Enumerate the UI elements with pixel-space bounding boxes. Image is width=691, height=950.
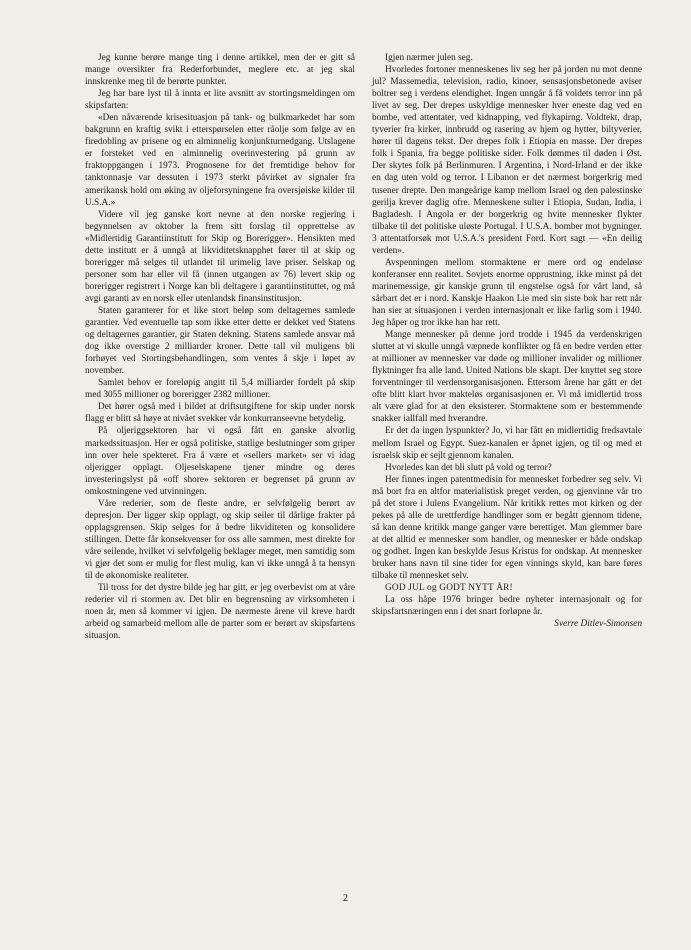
paragraph: Det hører også med i bildet at driftsutgiftene for skip under norsk flagg er blitt så høye at nivået svekker vår konkurranseevne betydelig. xyxy=(85,402,355,425)
paragraph: Samlet behov er foreløpig angitt til 5,4 milliarder fordelt på skip med 3055 millioner og borerigger 2382 millioner. xyxy=(85,378,355,401)
quoted-paragraph: «Den nåværende krisesituasjon på tank- og bulkmarkedet har som bakgrunn en kraftig svikt i etterspørselen etter råolje som følge av en firedobling av prisene og en alminnelig konjunkturnedgang. Utslagene er forsteket ved en alminnelig overinvestering på grunn av fraktoppgangen i 1973. Prognosene for det fremtidige behov for tanktonnasje var dessuten i 1973 sterkt påvirket av signaler fra amerikansk hold om øking av oljeforsyningene fra oversjøiske kilder til U.S.A.» xyxy=(85,113,355,208)
paragraph: Videre vil jeg ganske kort nevne at den norske regjering i begynnelsen av oktober la frem sitt forslag til opprettelse av «Midlertidig Garantiinstitutt for Skip og Borerigger». Hensikten med dette institutt er å unngå at likviditetsknapphet fører til at skip og borerigger må selges til utlandet til urimelig lave priser. Selskap og personer som har eller vil få (innen utgangen av 76) levert skip og borerigger registrert i Norge kan bli deltagere i garantiinstituttet, og må avgi garanti av en norsk eller utenlandsk finansinstitusjon. xyxy=(85,209,355,304)
paragraph: Avspenningen mellom stormaktene er mere ord og endeløse konferanser enn realitet. Sovjets enorme opprustning, ikke minst på det marinemessige, gir kanskje grunn til engstelse også for vårt land, så sårbart det er i nord. Kanskje Haakon Lie med sin siste bok har rett når han sier at situasjonen i verden internasjonalt er like farlig som i 1940. Jeg håper og tror ikke han har rett. xyxy=(372,257,642,329)
paragraph: Jeg har bare lyst til å innta et lite avsnitt av stortingsmeldingen om skipsfarten: xyxy=(85,89,355,112)
paragraph: Er det da ingen lyspunkter? Jo, vi har fått en midlertidig fredsavtale mellom Israel og Egypt. Suez-kanalen er åpnet igjen, og til og med et israelsk skip er sejlt gjennom kanalen. xyxy=(372,426,642,461)
greeting: GOD JUL og GODT NYTT ÅR! xyxy=(385,583,513,594)
paragraph: Våre rederier, som de fleste andre, er selvfølgelig berørt av depresjon. Der ligger skip opplagt, og skip seiler til dårlige frakter på opplagsgrensen. Skip selges for å bedre likviditeten og konsolidere stillingen. Dette får konsekvenser for oss alle sammen, mest direkte for våre seilende, hvilket vi selvfølgelig beklager meget, men samtidig som vi gjør det som er mulig for flest mulig, kan vi ikke unngå å ta hensyn til de økonomiske realiteter. xyxy=(85,498,355,582)
paragraph: Til tross for det dystre bilde jeg har gitt, er jeg overbevist om at våre rederier vil ri stormen av. Det blir en begrensning av virksomheten i noen år, men så kommer vi igjen. De nærmeste årene vil kreve hardt arbeid og samarbeid mellom alle de parter som er berørt av skipsfartens situasjon. xyxy=(85,583,355,642)
left-column xyxy=(85,52,355,642)
paragraph: Staten garanterer for et like stort beløp som deltagernes samlede garantier. Ved eventuelle tap som ikke etter dette er dekket ved Statens og deltagernes garantier, gir Staten dekning. Statens samlede ansvar må dog ikke overstige 2 milliarder kroner. Dette tall vil muligens bli forhøyet ved Stortingsbehandlingen, som ventes å skje i løpet av november. xyxy=(85,305,355,377)
paragraph: Igjen nærmer julen seg. xyxy=(385,53,473,63)
paragraph: På oljeriggsektoren har vi også fått en ganske alvorlig markedssituasjon. Her er også politiske, statlige beslutninger som griper inn over hele spekteret. Fra å være et «sellers market» ser vi idag oljerigger opplagt. Oljeselskapene tjener mindre og deres investeringslyst på «off shore» sektoren er begrenset på grunn av omkostningene ved utvinningen. xyxy=(85,426,355,497)
closing-paragraph: La oss håpe 1976 bringer bedre nyheter internasjonalt og for skipsfartsnæringen enn i det snart forløpne år. xyxy=(372,595,642,618)
paragraph: Hvorledes fortoner menneskenes liv seg her på jorden nu mot denne jul? Massemedia, television, radio, kinoer, sensasjonsbetonede aviser boltrer seg i verdens elendighet. Ingen unngår å få voldets terror inn på livet av seg. Der drepes uskyldige mennesker hver eneste dag ved en bombe, ved attentater, ved kidnapping, ved flykapirng. Voldtekt, drap, tyverier fra kirker, innbrudd og rasering av hjem og hytter, biltyverier, hører til dagens tekst. Der drepes folk i Etiopia en masse. Der drepes folk i Spania, fra begge politiske sider. Folk dømmes til døden i Øst. Der skytes folk på Berlinmuren. I Argentina, i Nord-Irland er der ikke en dag uten vold og terror. I Libanon er det nærmest borgerkrig med tusener drepte. Den mangeårige kamp mellom Israel og den palestinske gerilja krever daglig ofre. Menneskene sulter i Etiopia, Sudan, India, i Bagladesh. I Angola er der borgerkrig og hvite mennesker flykter tilbake til det politiske uløste Portugal. I U.S.A. bomber mot bygninger. 3 attentatforsøk mot U.S.A.'s president Ford. Kort sagt — «En deilig verden». xyxy=(372,65,642,256)
author-signature: Sverre Ditlev-Simonsen xyxy=(554,619,642,630)
right-column xyxy=(372,52,642,630)
paragraph: Jeg kunne berøre mange ting i denne artikkel, men der er gitt så mange oversikter fra Rederforbundet, meglere etc. at jeg skal innskrenke meg til de berørte punkter. xyxy=(85,53,355,88)
paragraph: Her finnes ingen patentmedisin for mennesket forbedrer seg selv. Vi må bort fra en altfor materialistisk preget verden, og gjenvinne vår tro på det store i Julens Evangelium. Når kritikk rettes mot kirken og der pekes på alle de urettferdige handlinger som er begått gjennom tidene, så kan denne kritikk mange ganger være berettiget. Man glemmer bare at det alltid er mennesker som handler, og mennesker er både ondskap og godhet. Ingen kan beskylde Jesus Kristus for ondskap. At mennesker bruker hans navn til sine tider for egen vinnings skyld, kan bare føres tilbake til mennesket selv. xyxy=(372,474,642,582)
page-number: 2 xyxy=(343,893,348,904)
paragraph: Hvorledes kan det bli slutt på vold og terror? xyxy=(385,462,552,473)
paragraph: Mange mennesker på denne jord trodde i 1945 da verdenskrigen sluttet at vi skulle unngå væpnede konflikter og få en bedre verden etter at millioner av mennesker var døde og millioner invalider og millioner flyktninger fra alle land. United Nations ble skapt. Der knyttet seg store forventninger til verdensorganisasjonen. Ettersom årene har gått er det ofte blitt klart hvor makteløs organisasjonen er. Vi må imidlertid tross alt være glad for at den eksisterer. Stormaktene som er bestemmende snakker iallfall med hverandre. xyxy=(372,330,642,425)
